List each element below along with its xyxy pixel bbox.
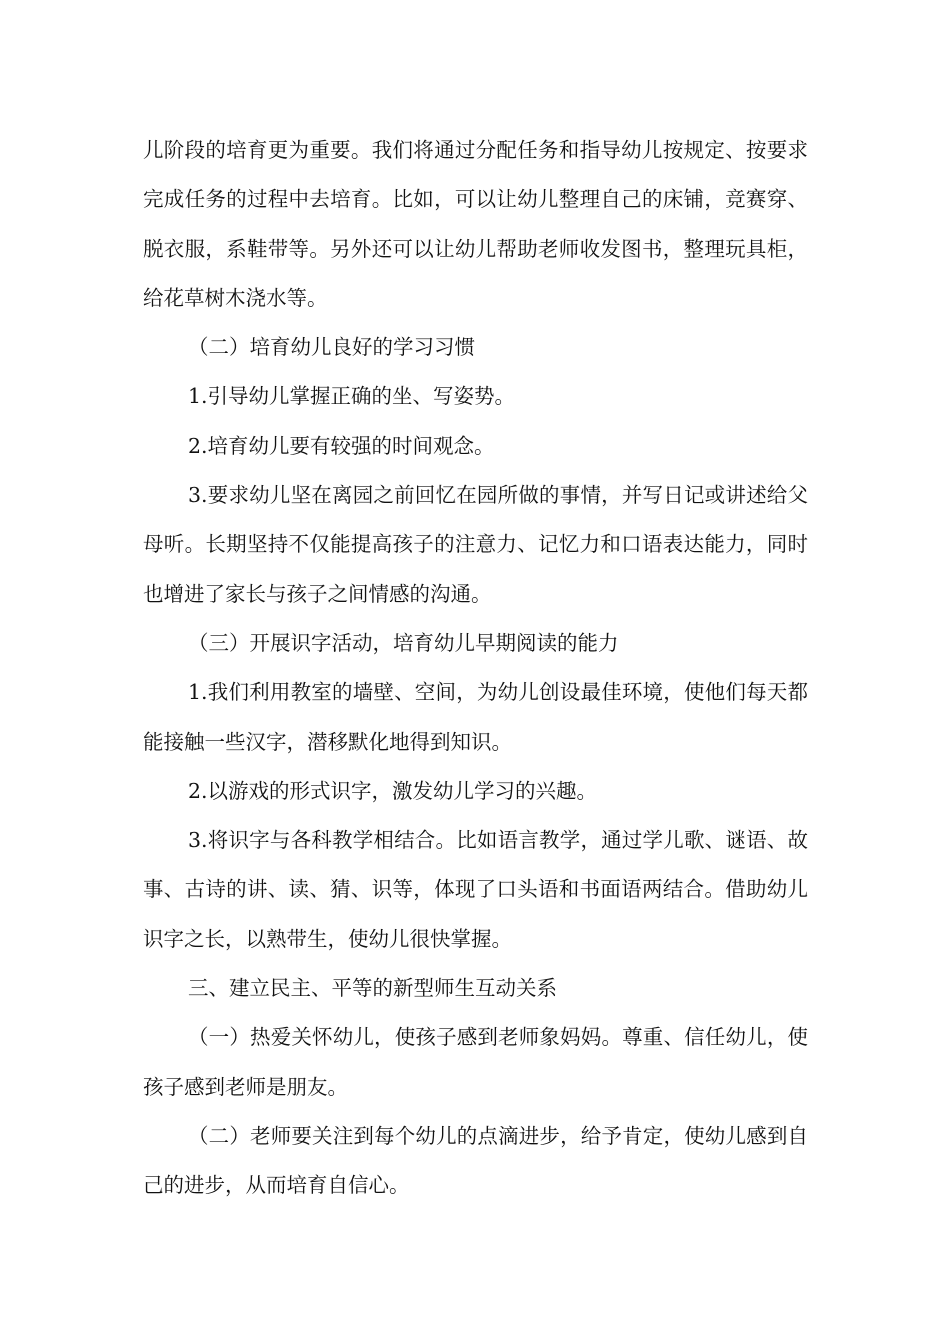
list-item-classroom-walls: 1.我们利用教室的墙壁、空间，为幼儿创设最佳环境，使他们每天都能接触一些汉字，潜移默化地得到知识。	[143, 680, 808, 754]
subheading-literacy: （三）开展识字活动，培育幼儿早期阅读的能力	[188, 630, 619, 655]
section-heading-teacher-student: 三、建立民主、平等的新型师生互动关系	[188, 976, 557, 1001]
paragraph-continuation: 儿阶段的培育更为重要。我们将通过分配任务和指导幼儿按规定、按要求完成任务的过程中去培育。比如，可以让幼儿整理自己的床铺，竞赛穿、脱衣服，系鞋带等。另外还可以让幼儿帮助老师收发图书，整理玩具柜，给花草树木浇水等。	[143, 138, 808, 310]
document-body	[143, 126, 808, 1211]
paragraph-care-for-children: （一）热爱关怀幼儿，使孩子感到老师象妈妈。尊重、信任幼儿，使孩子感到老师是朋友。	[143, 1025, 808, 1099]
list-item-games: 2.以游戏的形式识字，激发幼儿学习的兴趣。	[188, 778, 598, 803]
subheading-study-habits: （二）培育幼儿良好的学习习惯	[188, 335, 475, 360]
list-item-subject-integration: 3.将识字与各科教学相结合。比如语言教学，通过学儿歌、谜语、故事、古诗的讲、读、猜、识等，体现了口头语和书面语两结合。借助幼儿识字之长，以熟带生，使幼儿很快掌握。	[143, 828, 808, 951]
paragraph-progress-confidence: （二）老师要关注到每个幼儿的点滴进步，给予肯定，使幼儿感到自己的进步，从而培育自信心。	[143, 1123, 808, 1198]
list-item-recall-diary: 3.要求幼儿坚在离园之前回忆在园所做的事情，并写日记或讲述给父母听。长期坚持不仅能提高孩子的注意力、记忆力和口语表达能力，同时也增进了家长与孩子之间情感的沟通。	[143, 483, 808, 606]
list-item-time-concept: 2.培育幼儿要有较强的时间观念。	[188, 433, 495, 458]
list-item-posture: 1.引导幼儿掌握正确的坐、写姿势。	[188, 384, 516, 409]
